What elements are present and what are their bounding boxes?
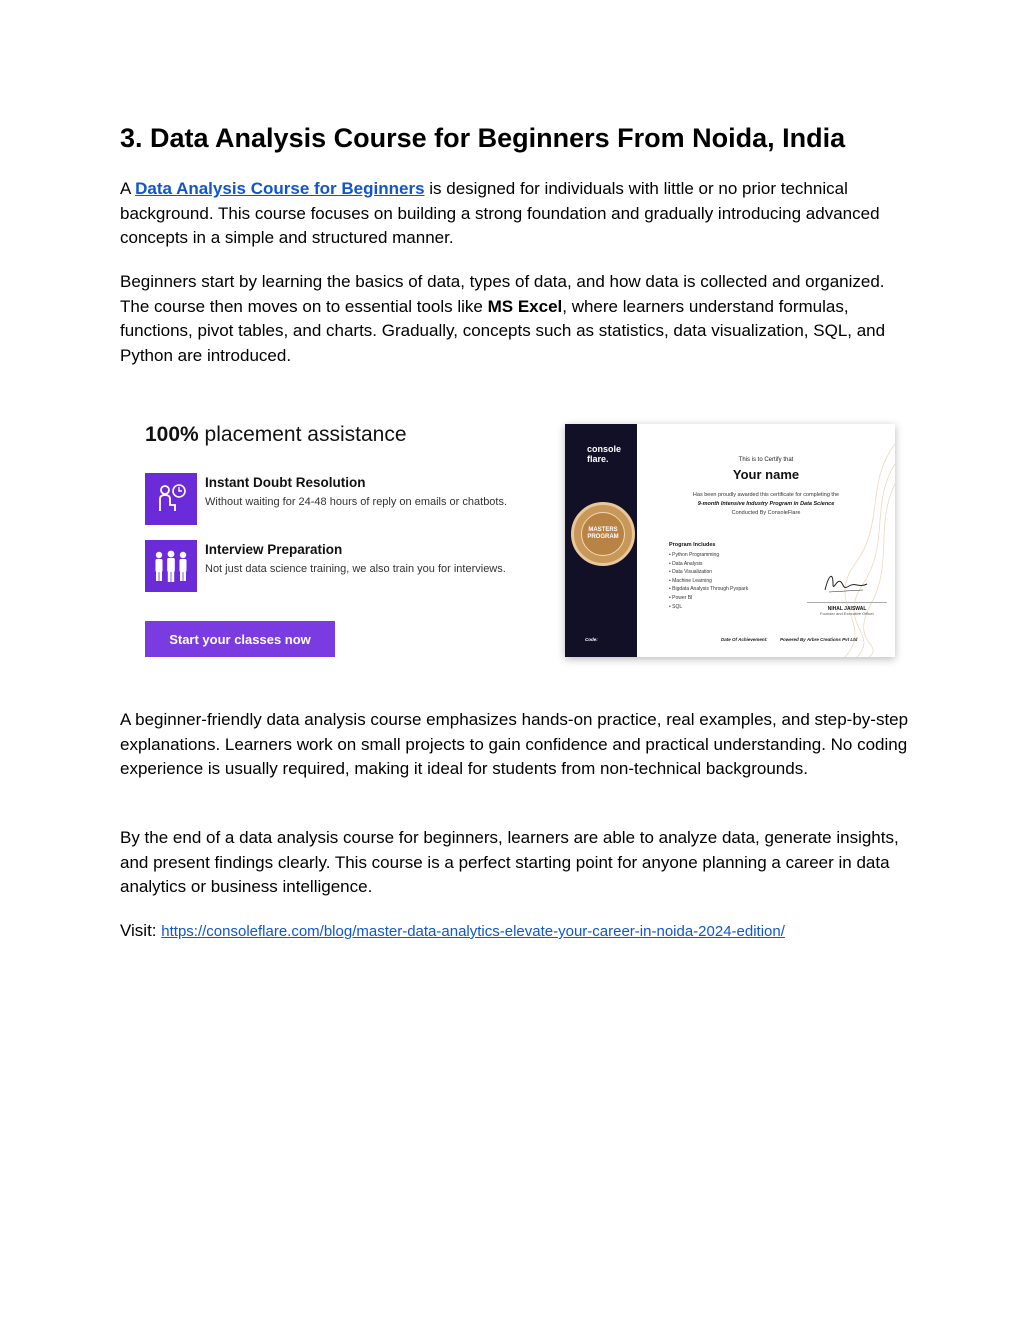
list-item: • Bigdata Analysis Through Pyspark [669, 585, 748, 594]
start-classes-button[interactable]: Start your classes now [145, 621, 335, 657]
promo-headline-text: placement assistance [198, 423, 407, 446]
visit-label: Visit: [120, 921, 162, 940]
conducted-line: Conducted By ConsoleFlare [731, 510, 801, 516]
list-item: • Data Visualization [669, 568, 748, 577]
powered-by: Powered By Arbre Creations Pvt Ltd [780, 637, 858, 642]
intro-paragraph [120, 177, 910, 251]
program-line: 9-month Intensive Industry Program in Data Science [697, 501, 835, 507]
program-list [669, 551, 748, 611]
list-item: • Data Analysis [669, 560, 748, 569]
certificate-band [565, 424, 637, 657]
feature-interview-prep [145, 540, 545, 596]
promo-percent: 100% [145, 423, 199, 446]
people-icon [145, 540, 197, 592]
signature-icon [819, 570, 871, 596]
award-line: Has been proudly awarded this certificate for completing the [692, 492, 840, 498]
doubt-resolution-icon [145, 473, 197, 525]
list-item: • Power BI [669, 594, 748, 603]
seal-line2: PROGRAM [587, 534, 619, 540]
certificate-body [637, 424, 895, 657]
recipient-name: Your name [732, 467, 800, 482]
course-link[interactable]: Data Analysis Course for Beginners [135, 179, 425, 198]
program-heading: Program Includes [669, 542, 716, 548]
seal-line1: MASTERS [588, 527, 618, 533]
basics-paragraph [120, 270, 910, 368]
visit-link[interactable]: https://consoleflare.com/blog/master-data-analytics-elevate-your-career-in-noida-2024-edition/ [161, 923, 785, 940]
seal-text [581, 512, 625, 556]
feature-title: Instant Doubt Resolution [205, 475, 366, 490]
feature-title: Interview Preparation [205, 542, 343, 557]
feature-desc: Without waiting for 24-48 hours of reply on emails or chatbots. [205, 496, 508, 508]
consoleflare-logo [587, 444, 621, 464]
list-item: • Machine Learning [669, 577, 748, 586]
basics-bold: MS Excel [487, 296, 563, 316]
handson-paragraph: A beginner-friendly data analysis course emphasizes hands-on practice, real examples, and step-by-step explanations. Learners work on small projects to gain confidence and practical understanding. No coding experience is usually required, making it ideal for students from non-technical backgrounds. [120, 710, 909, 778]
visit-paragraph [120, 919, 910, 945]
section-heading: 3. Data Analysis Course for Beginners From Noida, India [120, 123, 846, 153]
placement-promo-image [130, 405, 550, 675]
basics-after: , where learners understand formulas, functions, pivot tables, and charts. Gradually, concepts such as statistics, data visualization, SQL, and Python are introduced. [120, 296, 886, 365]
feature-desc: Not just data science training, we also train you for interviews. [205, 563, 506, 575]
outcome-paragraph: By the end of a data analysis course for beginners, learners are able to analyze data, generate insights, and present findings clearly. This course is a perfect starting point for anyone planning a career in data analytics or business intelligence. [120, 828, 899, 896]
feature-doubt-resolution [145, 473, 545, 529]
list-item: • Python Programming [669, 551, 748, 560]
list-item: • SQL [669, 603, 748, 612]
logo-line2: flare. [587, 454, 609, 464]
intro-rest: is designed for individuals with little or no prior technical background. This course focuses on building a strong foundation and gradually introducing advanced concepts in a simple and structured manner. [120, 179, 880, 247]
promo-headline [145, 423, 407, 447]
basics-before: Beginners start by learning the basics of data, types of data, and how data is collected and organized. The course then moves on to essential tools like [120, 272, 885, 316]
date-label: Date Of Achievement: [721, 637, 768, 642]
signer-role: Founder and Executive Officer [820, 611, 874, 616]
certificate-image [565, 424, 895, 657]
signer-name: NIHAL JAISWAL [807, 602, 887, 612]
certify-text: This is to Certify that [738, 457, 794, 463]
masters-seal-icon [571, 502, 635, 566]
intro-prefix: A [120, 179, 136, 198]
certificate-code-label: Code: [585, 637, 598, 642]
logo-line1: console [587, 444, 622, 454]
